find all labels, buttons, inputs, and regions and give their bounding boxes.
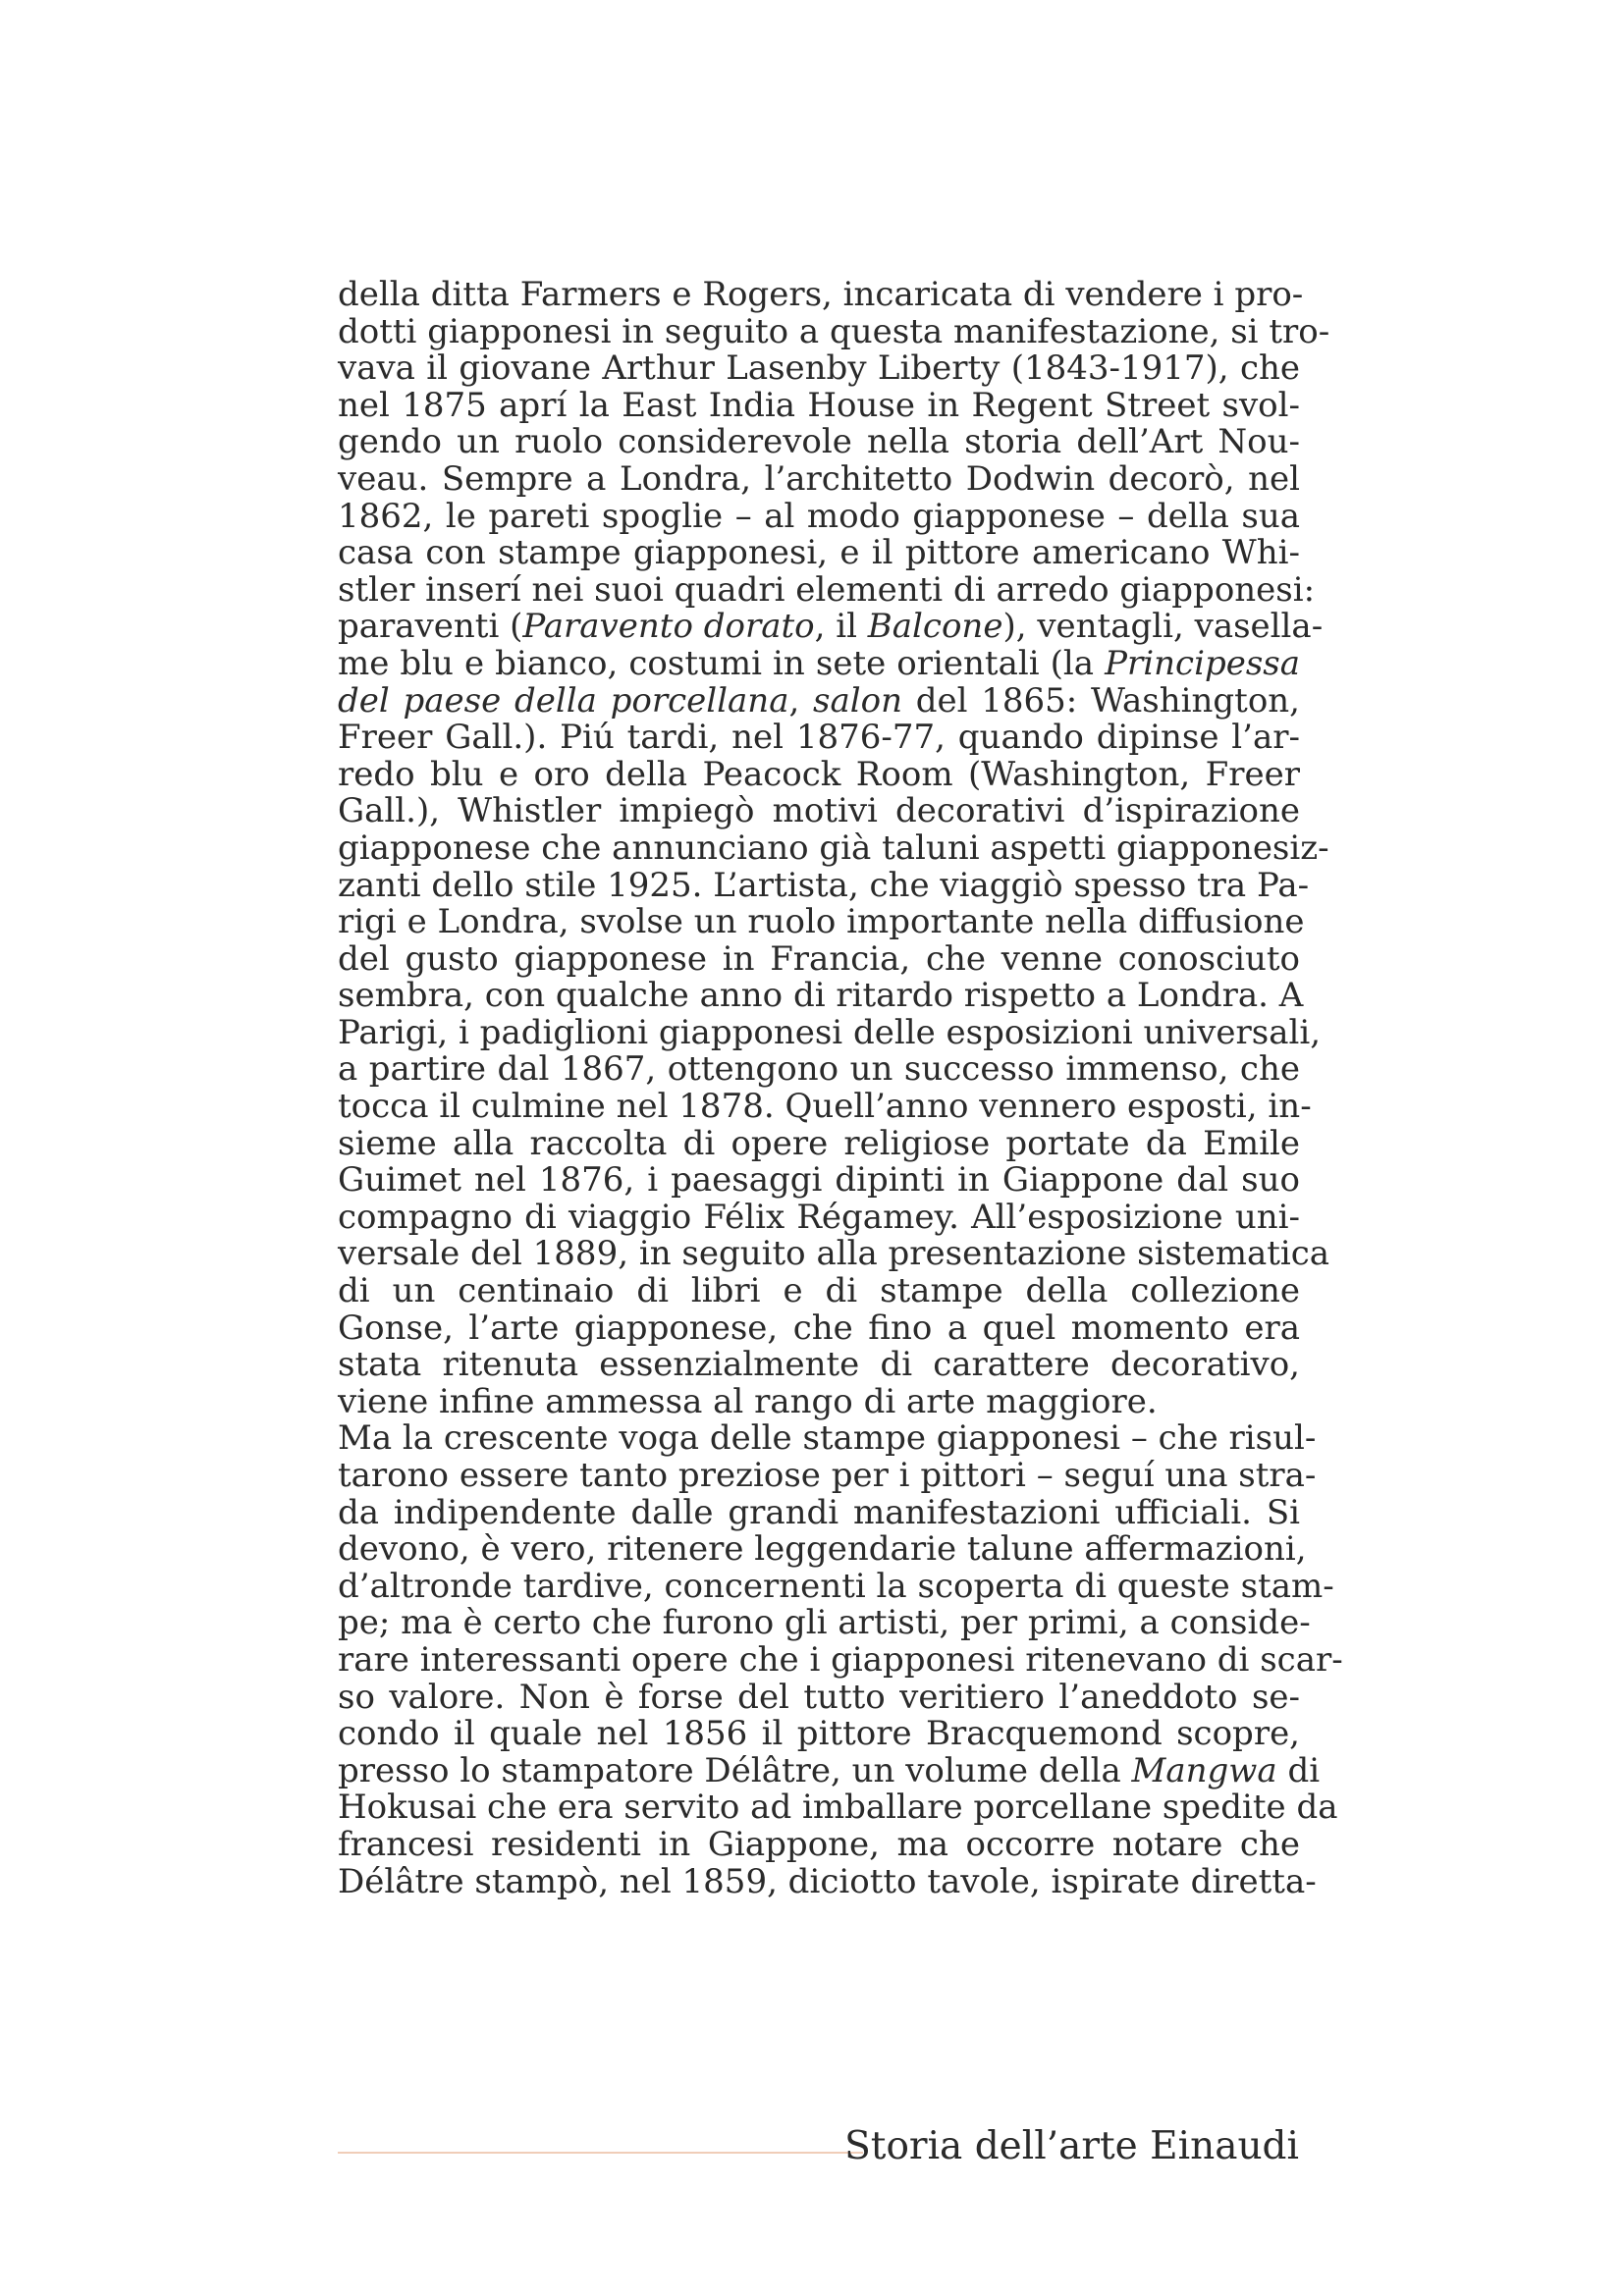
text-line: [338, 1677, 1300, 1717]
text-line: [338, 458, 1300, 499]
text-line: [338, 311, 1330, 351]
text-segment: stler inserí nei suoi quadri elementi di arredo giapponesi:: [338, 569, 1316, 610]
text-segment: me blu e bianco, costumi in sete orientali (la: [338, 643, 1106, 683]
text-line: [338, 643, 1300, 683]
text-segment: francesi residenti in Giappone, ma occorre notare che: [338, 1824, 1300, 1864]
text-segment: Hokusai che era servito ad imballare porcellane spedite da: [338, 1788, 1338, 1828]
text-line: [338, 496, 1300, 536]
italic-title: Mangwa: [1131, 1750, 1277, 1790]
text-line: [338, 680, 1300, 721]
text-segment: tarono essere tanto preziose per i pittori – seguí una stra-: [338, 1456, 1317, 1495]
text-line: [338, 275, 1304, 314]
text-segment: Délâtre stampò, nel 1859, diciotto tavole, ispirate diretta-: [338, 1861, 1317, 1901]
text-line: [338, 424, 1300, 461]
text-segment: nel 1875 aprí la East India House in Regent Street svol-: [338, 385, 1300, 425]
text-segment: pe; ma è certo che furono gli artisti, per primi, a conside-: [338, 1603, 1311, 1643]
text-segment: rare interessanti opere che i giapponesi ritenevano di scar-: [338, 1639, 1343, 1680]
text-line: [338, 1347, 1300, 1384]
text-line: [338, 385, 1300, 425]
text-line: [338, 350, 1300, 388]
body-text: [338, 275, 1343, 1901]
text-line: [338, 569, 1316, 610]
text-segment: del gusto giapponese in Francia, che venne conosciuto: [338, 938, 1300, 979]
text-segment: stata ritenuta essenzialmente di carattere decorativo,: [338, 1345, 1300, 1385]
text-segment: Freer Gall.). Piú tardi, nel 1876-77, quando dipinse l’ar-: [338, 718, 1300, 758]
text-line: [338, 1234, 1330, 1274]
text-line: [338, 1310, 1300, 1348]
text-segment: Gonse, l’arte giapponese, che fino a quel momento era: [338, 1308, 1300, 1348]
text-line: [338, 828, 1329, 868]
text-segment: giapponese che annunciano già taluni aspetti giapponesiz-: [338, 828, 1329, 868]
text-segment: zanti dello stile 1925. L’artista, che viaggiò spesso tra Pa-: [338, 865, 1310, 905]
text-segment: condo il quale nel 1856 il pittore Bracquemond scopre,: [338, 1714, 1300, 1754]
text-segment: d’altronde tardive, concernenti la scoperta di queste stam-: [338, 1566, 1334, 1606]
text-line: [338, 1603, 1311, 1643]
text-segment: casa con stampe giapponesi, e il pittore americano Whi-: [338, 533, 1300, 573]
text-segment: redo blu e oro della Peacock Room (Washington, Freer: [338, 754, 1300, 794]
text-segment: devono, è vero, ritenere leggendarie talune affermazioni,: [338, 1529, 1307, 1570]
text-segment: sieme alla raccolta di opere religiose portate da Emile: [338, 1123, 1300, 1163]
text-line: [338, 1456, 1317, 1495]
text-line: [338, 535, 1300, 572]
text-line: [338, 902, 1305, 942]
text-segment: , il: [814, 607, 868, 647]
text-segment: ), ventagli, vasella-: [1002, 607, 1324, 647]
text-segment: sembra, con qualche anno di ritardo rispetto a Londra. A: [338, 976, 1304, 1016]
text-segment: viene infine ammessa al rango di arte maggiore.: [338, 1381, 1158, 1421]
text-segment: gendo un ruolo considerevole nella storia dell’Art Nou-: [338, 422, 1300, 462]
text-segment: vava il giovane Arthur Lasenby Liberty (1843-1917), che: [338, 348, 1300, 389]
text-segment: Ma la crescente voga delle stampe giapponesi – che risul-: [338, 1418, 1317, 1459]
text-line: [338, 1051, 1300, 1089]
text-segment: da indipendente dalle grandi manifestazioni ufficiali. Si: [338, 1492, 1300, 1532]
text-segment: paraventi (: [338, 607, 523, 647]
text-segment: della ditta Farmers e Rogers, incaricata di vendere i pro-: [338, 275, 1304, 314]
text-segment: dotti giapponesi in seguito a questa manifestazione, si tro-: [338, 311, 1330, 351]
text-line: [338, 1197, 1300, 1237]
text-line: [338, 1566, 1334, 1606]
text-segment: veau. Sempre a Londra, l’architetto Dodwin decorò, nel: [338, 458, 1300, 499]
text-segment: rigi e Londra, svolse un ruolo importante nella diffusione: [338, 902, 1305, 942]
text-segment: ,: [788, 680, 814, 721]
text-line: [338, 1087, 1312, 1127]
text-segment: versale del 1889, in seguito alla presentazione sistematica: [338, 1234, 1330, 1274]
text-line: [338, 1012, 1322, 1052]
text-line: [338, 720, 1300, 757]
text-segment: tocca il culmine nel 1878. Quell’anno vennero esposti, in-: [338, 1087, 1312, 1127]
italic-title: Principessa: [1105, 643, 1300, 683]
footer-rule: [338, 2152, 863, 2154]
text-line: [338, 1750, 1321, 1790]
text-line: [338, 1273, 1300, 1310]
text-line: [338, 1492, 1300, 1532]
italic-title: Paravento dorato: [522, 607, 815, 647]
text-segment: di un centinaio di libri e di stampe della collezione: [338, 1271, 1300, 1311]
text-segment: a partire dal 1867, ottengono un successo immenso, che: [338, 1049, 1300, 1090]
text-segment: compagno di viaggio Félix Régamey. All’esposizione uni-: [338, 1197, 1300, 1237]
text-line: [338, 1529, 1307, 1570]
footer-title: Storia dell’arte Einaudi: [844, 2124, 1299, 2168]
text-line: [338, 1418, 1317, 1459]
italic-title: Balcone: [867, 607, 1003, 647]
text-segment: Guimet nel 1876, i paesaggi dipinti in Giappone dal suo: [338, 1160, 1300, 1201]
text-line: [338, 1788, 1338, 1828]
text-line: [338, 1639, 1343, 1680]
text-line: [338, 976, 1304, 1016]
text-line: [338, 607, 1324, 647]
text-line: [338, 1824, 1300, 1864]
text-line: [338, 793, 1300, 830]
text-line: [338, 1162, 1300, 1200]
italic-title: salon: [813, 680, 903, 721]
text-segment: presso lo stampatore Délâtre, un volume della: [338, 1750, 1132, 1790]
text-line: [338, 865, 1310, 905]
text-line: [338, 1861, 1317, 1901]
text-line: [338, 754, 1300, 794]
text-line: [338, 1381, 1300, 1421]
text-line: [338, 938, 1300, 979]
text-segment: so valore. Non è forse del tutto veritiero l’aneddoto se-: [338, 1677, 1300, 1717]
text-line: [338, 1716, 1300, 1753]
text-segment: del 1865: Washington,: [902, 680, 1300, 721]
text-segment: Parigi, i padiglioni giapponesi delle esposizioni universali,: [338, 1012, 1322, 1052]
text-segment: Gall.), Whistler impiegò motivi decorativi d’ispirazione: [338, 791, 1300, 831]
italic-title: del paese della porcellana: [338, 680, 789, 721]
text-segment: 1862, le pareti spoglie – al modo giapponese – della sua: [338, 496, 1300, 536]
text-line: [338, 1123, 1300, 1163]
text-segment: di: [1276, 1750, 1321, 1790]
